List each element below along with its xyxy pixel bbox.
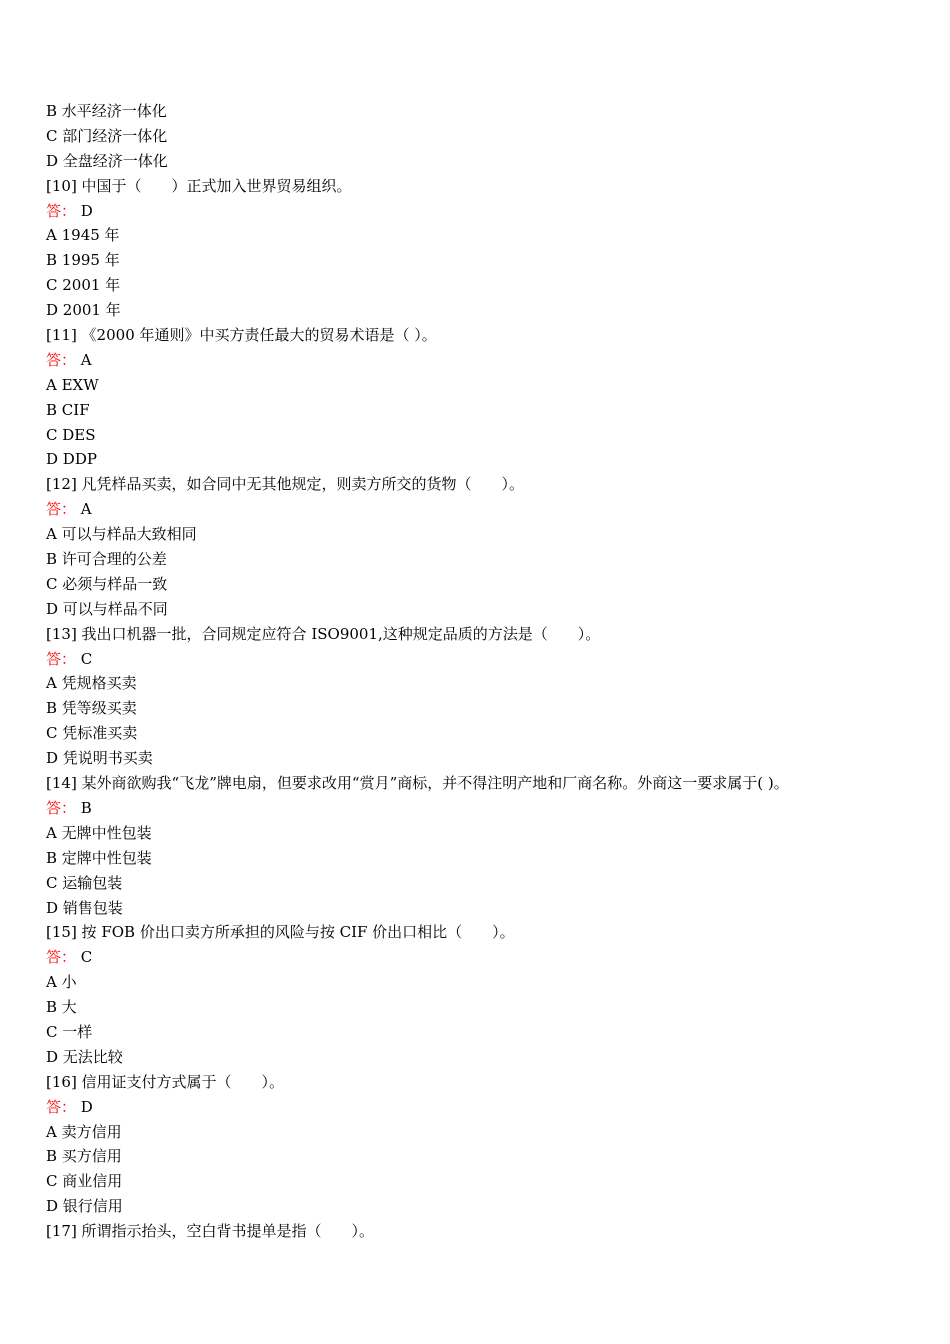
question-line: [12] 凡凭样品买卖，如合同中无其他规定，则卖方所交的货物（ ）。 [46, 475, 525, 494]
option-line: C 部门经济一体化 [46, 126, 168, 145]
option-line: B 1995 年 [46, 251, 120, 270]
option-line: C 2001 年 [46, 276, 121, 295]
answer-label: 答： [46, 201, 77, 220]
question-line: [16] 信用证支付方式属于（ ）。 [46, 1072, 285, 1091]
option-line: D 2001 年 [46, 301, 121, 320]
option-line: B 定牌中性包装 [46, 848, 152, 867]
option-line: B 凭等级买卖 [46, 699, 137, 718]
answer-line [46, 497, 936, 522]
option-line: C 商业信用 [46, 1172, 123, 1191]
answer-value: A [80, 350, 92, 369]
option-line: A 可以与样品大致相同 [46, 525, 197, 544]
option-line: C 一样 [46, 1022, 93, 1041]
question-line: [10] 中国于（ ）正式加入世界贸易组织。 [46, 176, 352, 195]
answer-label: 答： [46, 1097, 77, 1116]
option-line: C 凭标准买卖 [46, 724, 138, 743]
option-line: A EXW [46, 375, 99, 394]
option-line: A 小 [46, 973, 77, 992]
answer-line [46, 945, 936, 970]
option-line: D 可以与样品不同 [46, 599, 168, 618]
option-line: C 必须与样品一致 [46, 574, 168, 593]
answer-value: D [80, 1097, 93, 1116]
option-line: B 买方信用 [46, 1147, 122, 1166]
option-line: A 卖方信用 [46, 1122, 122, 1141]
option-line: D DDP [46, 450, 97, 469]
option-line: D 全盘经济一体化 [46, 151, 168, 170]
question-line: [11] 《2000 年通则》中买方责任最大的贸易术语是（ ）。 [46, 326, 437, 345]
answer-line [46, 348, 936, 373]
option-line: D 凭说明书买卖 [46, 749, 153, 768]
answer-line [46, 647, 936, 672]
question-line: [15] 按 FOB 价出口卖方所承担的风险与按 CIF 价出口相比（ ）。 [46, 923, 515, 942]
question-line: [14] 某外商欲购我“飞龙”牌电扇，但要求改用“赏月”商标，并不得注明产地和厂商名称。外商这一要求属于( )。 [46, 774, 789, 793]
answer-value: A [80, 500, 92, 519]
answer-label: 答： [46, 948, 77, 967]
answer-label: 答： [46, 500, 77, 519]
option-line: A 无牌中性包装 [46, 823, 152, 842]
question-line: [13] 我出口机器一批，合同规定应符合 ISO9001,这种规定品质的方法是（ ）。 [46, 624, 601, 643]
option-line: A 1945 年 [46, 226, 120, 245]
answer-label: 答： [46, 649, 77, 668]
option-line: C 运输包装 [46, 873, 123, 892]
answer-value: D [80, 201, 93, 220]
option-line: A 凭规格买卖 [46, 674, 137, 693]
option-line: C DES [46, 425, 96, 444]
option-line: B 水平经济一体化 [46, 102, 167, 120]
answer-line [46, 796, 936, 821]
answer-value: B [80, 798, 92, 817]
answer-value: C [80, 649, 93, 668]
option-line: B CIF [46, 400, 90, 419]
answer-label: 答： [46, 798, 77, 817]
answer-label: 答： [46, 350, 77, 369]
question-line: [17] 所谓指示抬头，空白背书提单是指（ ）。 [46, 1222, 375, 1241]
option-line: D 银行信用 [46, 1197, 123, 1216]
answer-line [46, 199, 936, 224]
option-line: D 销售包装 [46, 898, 123, 917]
answer-value: C [80, 948, 93, 967]
option-line: B 大 [46, 998, 77, 1017]
document-page [46, 99, 936, 1244]
answer-line [46, 1095, 936, 1120]
option-line: D 无法比较 [46, 1047, 123, 1066]
option-line: B 许可合理的公差 [46, 550, 167, 569]
